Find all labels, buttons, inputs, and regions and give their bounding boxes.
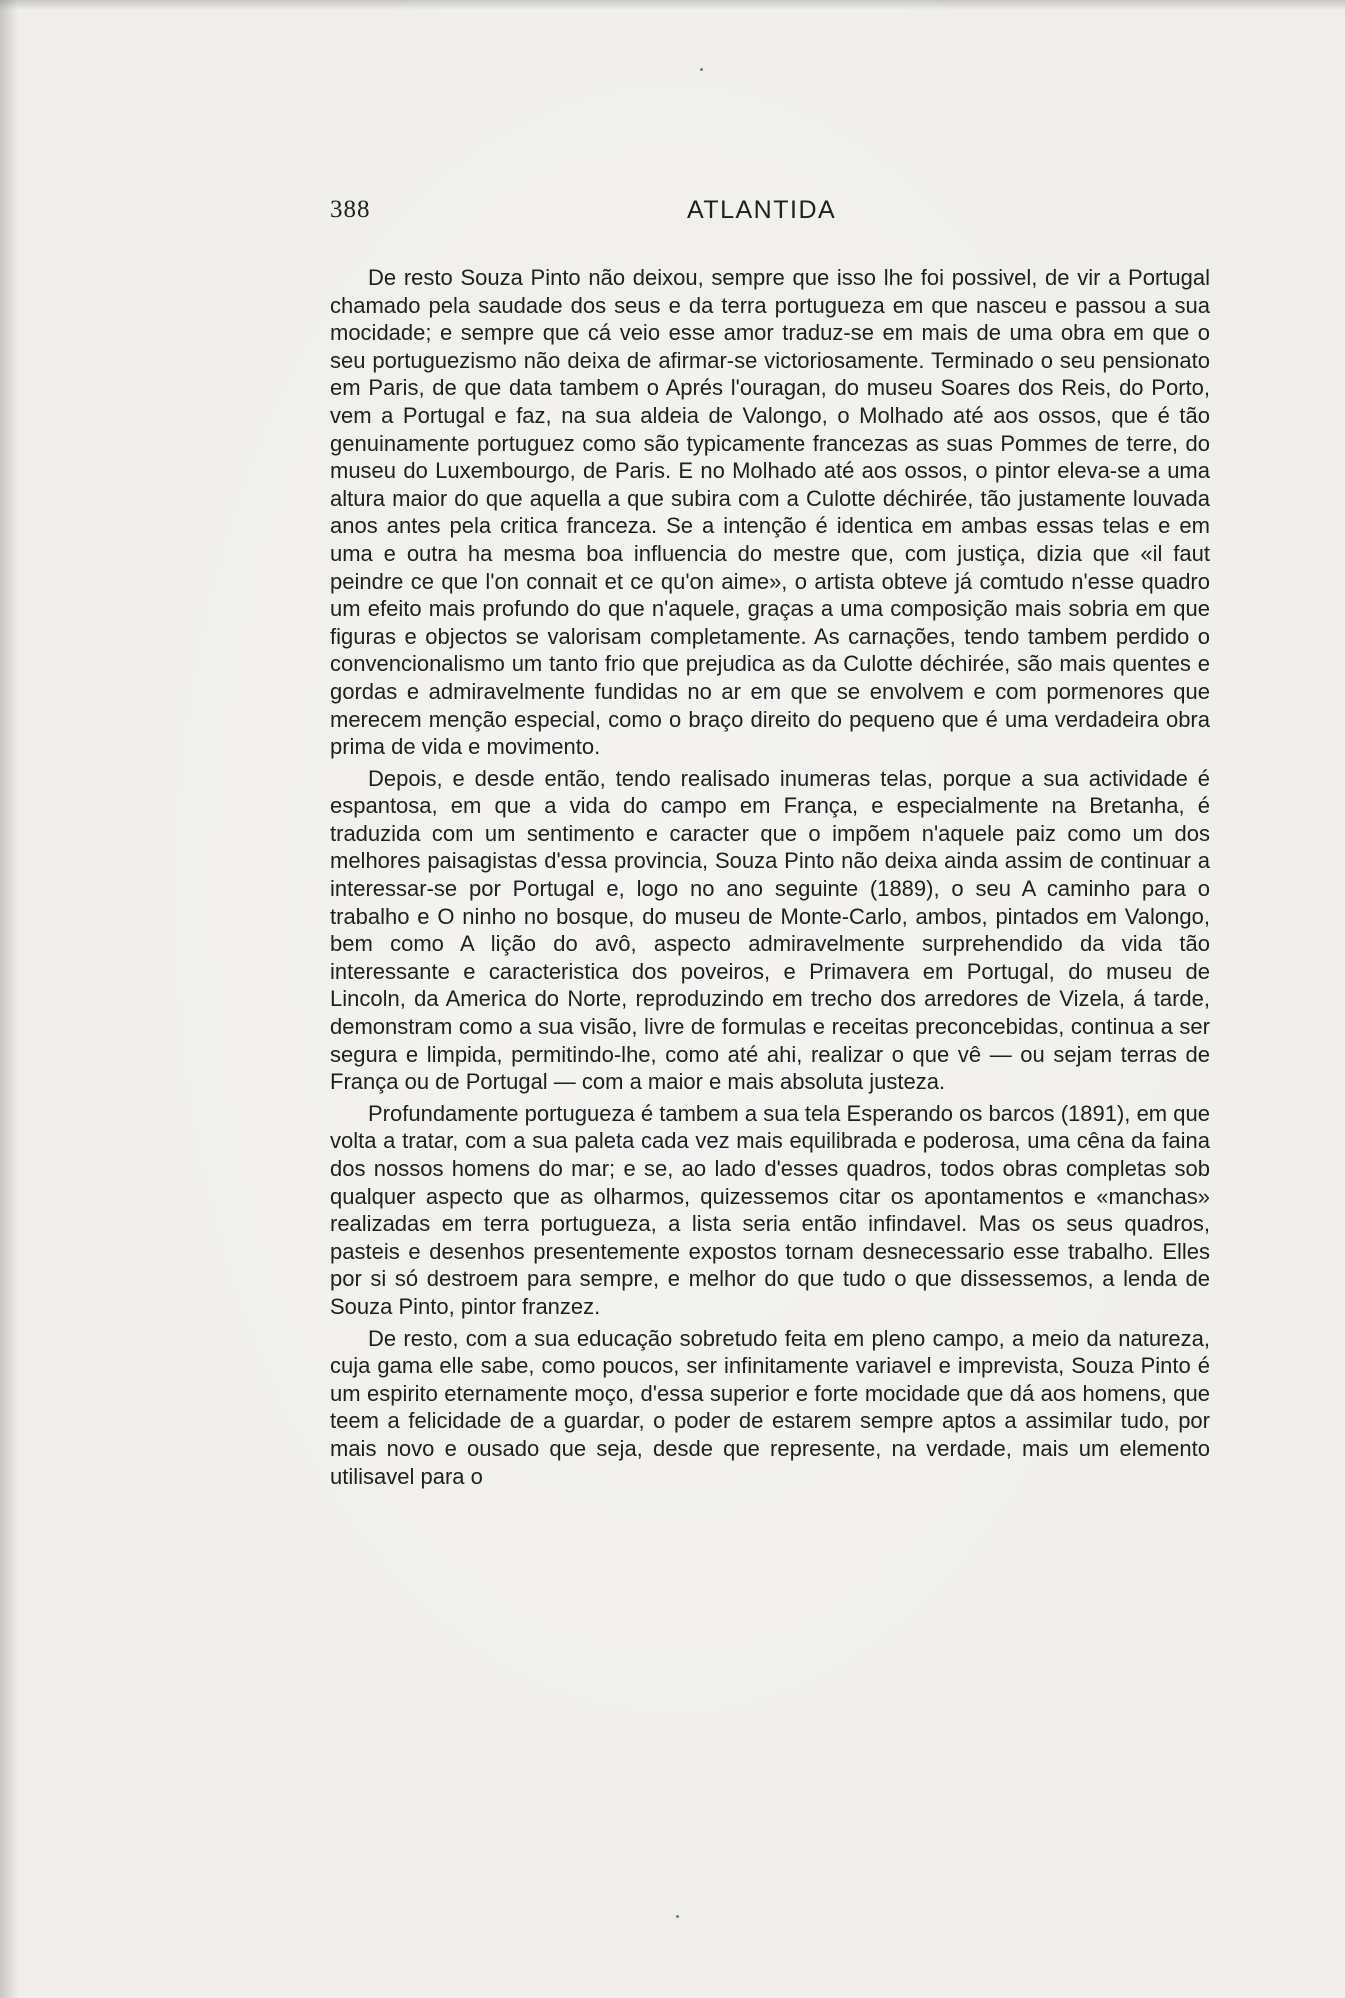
scan-speck <box>700 68 703 71</box>
scan-speck <box>676 1915 679 1918</box>
running-title: ATLANTIDA <box>687 196 837 224</box>
paragraph-2: Depois, e desde então, tendo realisado inumeras telas, porque a sua actividade é espantosa, em que a vida do campo em França, e especialmente na Bretanha, é traduzida com um sentimento e caracter que o impõem n'aquele paiz como um dos melhores paisagistas d'essa provincia, Souza Pinto não deixa ainda assim de continuar a interessar-se por Portugal e, logo no ano seguinte (1889), o seu A caminho para o trabalho e O ninho no bosque, do museu de Monte-Carlo, ambos, pintados em Valongo, bem como A lição do avô, aspecto admiravelmente surprehendido da vida tão interessante e caracteristica dos poveiros, e Primavera em Portugal, do museu de Lincoln, da America do Norte, reproduzindo em trecho dos arredores de Vizela, á tarde, demonstram como a sua visão, livre de formulas e receitas preconcebidas, continua a ser segura e limpida, permitindo-lhe, como até ahi, realizar o que vê — ou sejam terras de França ou de Portugal — com a maior e mais absoluta justeza. <box>330 765 1210 1095</box>
paragraph-4: De resto, com a sua educação sobretudo feita em pleno campo, a meio da natureza, cuja gama elle sabe, como poucos, ser infinitamente variavel e imprevista, Souza Pinto é um espirito eternamente moço, d'essa superior e forte mocidade que dá aos homens, que teem a felicidade de a guardar, o poder de estarem sempre aptos a assimilar tudo, por mais novo e ousado que seja, desde que represente, na verdade, mais um elemento utilisavel para o <box>330 1325 1210 1489</box>
page-top-shadow <box>0 0 1345 10</box>
paragraph-3: Profundamente portugueza é tambem a sua tela Esperando os barcos (1891), em que volta a tratar, com a sua paleta cada vez mais equilibrada e poderosa, uma cêna da faina dos nossos homens do mar; e se, ao lado d'esses quadros, todos obras completas sob qualquer aspecto que as olharmos, quizessemos citar os apontamentos e «manchas» realizadas em terra portugueza, a lista seria então infindavel. Mas os seus quadros, pasteis e desenhos presentemente expostos tornam desnecessario esse trabalho. Elles por si só destroem para sempre, e melhor do que tudo o que dissessemos, a lenda de Souza Pinto, pintor franzez. <box>330 1100 1210 1319</box>
page-left-shadow <box>0 0 18 1998</box>
paragraph-1: De resto Souza Pinto não deixou, sempre que isso lhe foi possivel, de vir a Portugal chamado pela saudade dos seus e da terra portugueza em que nasceu e passou a sua mocidade; e sempre que cá veio esse amor traduz-se em mais de uma obra em que o seu portuguezismo não deixa de afirmar-se victoriosamente. Terminado o seu pensionato em Paris, de que data tambem o Aprés l'ouragan, do museu Soares dos Reis, do Porto, vem a Portugal e faz, na sua aldeia de Valongo, o Molhado até aos ossos, que é tão genuinamente portuguez como são typicamente francezas as suas Pommes de terre, do museu do Luxembourgo, de Paris. E no Molhado até aos ossos, o pintor eleva-se a uma altura maior do que aquella a que subira com a Culotte déchirée, tão justamente louvada anos antes pela critica franceza. Se a intenção é identica em ambas essas telas e em uma e outra ha mesma boa influencia do mestre que, com justiça, dizia que «il faut peindre ce que l'on connait et ce qu'on aime», o artista obteve já comtudo n'esse quadro um efeito mais profundo do que n'aquele, graças a uma composição mais sobria em que figuras e objectos se valorisam completamente. As carnações, tendo tambem perdido o convencionalismo um tanto frio que prejudica as da Culotte déchirée, são mais quentes e gordas e admiravelmente fundidas no ar em que se envolvem e com pormenores que merecem menção especial, como o braço direito do pequeno que é uma verdadeira obra prima de vida e movimento. <box>330 265 1210 760</box>
page-header <box>330 196 1210 236</box>
page-number: 388 <box>330 196 371 223</box>
body-text <box>330 264 1210 1490</box>
